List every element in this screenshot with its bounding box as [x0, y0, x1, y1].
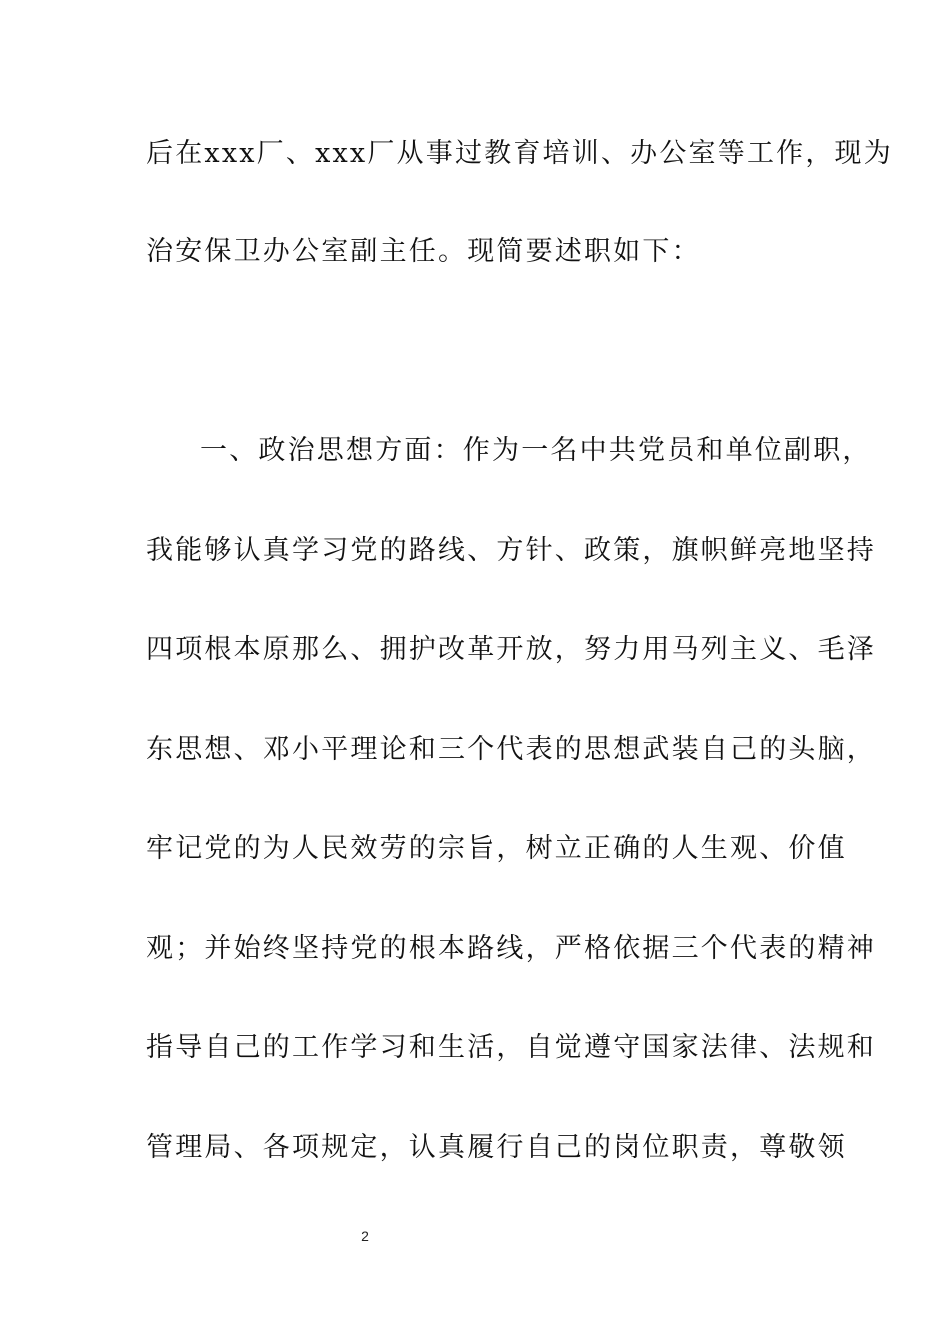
paragraph-2-line-8: 管理局、各项规定，认真履行自己的岗位职责，尊敬领 [146, 1132, 847, 1163]
paragraph-2-line-7: 指导自己的工作学习和生活，自觉遵守国家法律、法规和 [146, 1032, 876, 1063]
paragraph-1-line-1: 后在xxx厂、xxx厂从事过教育培训、办公室等工作，现为 [146, 138, 893, 169]
paragraph-2-line-1: 一、政治思想方面：作为一名中共党员和单位副职， [200, 435, 872, 466]
paragraph-2-line-6: 观；并始终坚持党的根本路线，严格依据三个代表的精神 [146, 933, 876, 964]
paragraph-1-line-2: 治安保卫办公室副主任。现简要述职如下： [146, 236, 701, 267]
paragraph-2-line-2: 我能够认真学习党的路线、方针、政策，旗帜鲜亮地坚持 [146, 535, 876, 566]
page-number: 2 [361, 1228, 369, 1244]
paragraph-2-line-5: 牢记党的为人民效劳的宗旨，树立正确的人生观、价值 [146, 833, 847, 864]
paragraph-2-line-3: 四项根本原那么、拥护改革开放，努力用马列主义、毛泽 [146, 634, 876, 665]
paragraph-2-line-4: 东思想、邓小平理论和三个代表的思想武装自己的头脑， [146, 734, 876, 765]
